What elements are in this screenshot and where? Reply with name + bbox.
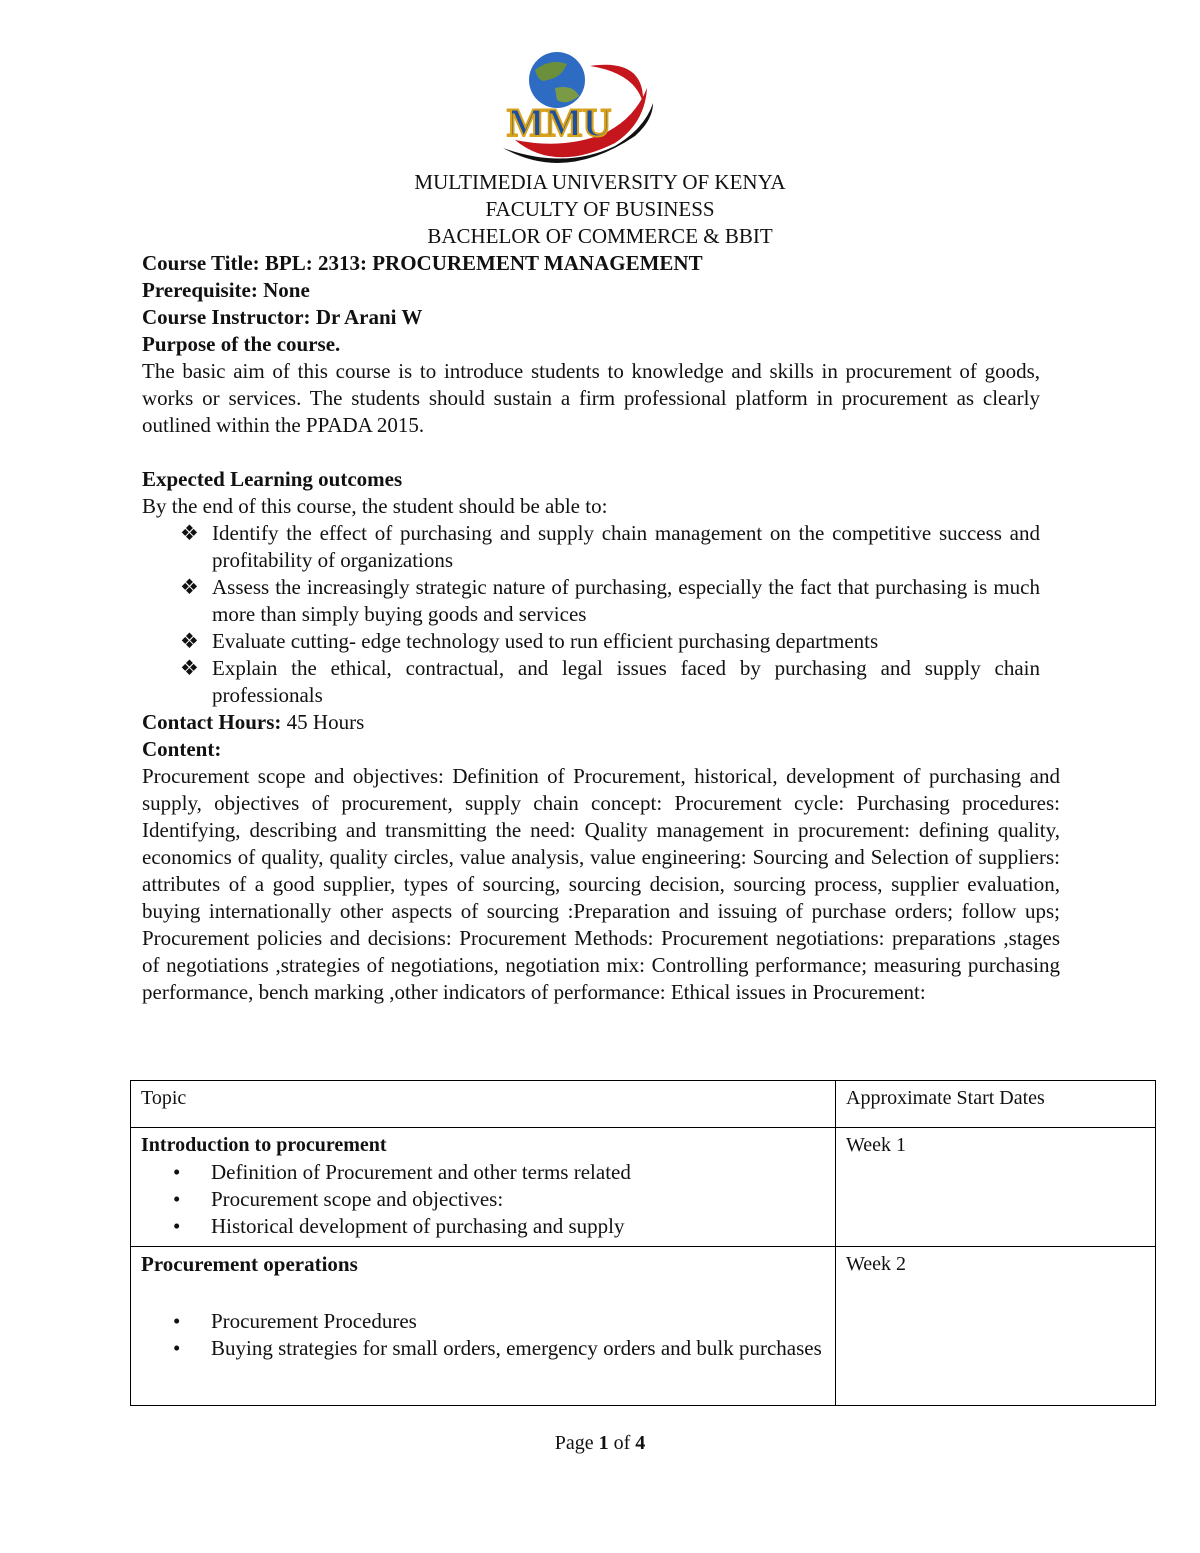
university-name: MULTIMEDIA UNIVERSITY OF KENYA xyxy=(414,170,786,194)
topic-items xyxy=(141,1308,825,1362)
topic-cell xyxy=(131,1128,836,1247)
bullet-icon: • xyxy=(173,1336,181,1360)
outcomes-intro: By the end of this course, the student should be able to: xyxy=(142,494,608,518)
bullet-icon: • xyxy=(173,1214,181,1238)
list-item: • Historical development of purchasing and supply xyxy=(173,1214,625,1238)
list-item: ❖ Evaluate cutting- edge technology used to run efficient purchasing departments xyxy=(180,629,879,653)
topics-table xyxy=(130,1080,1156,1406)
instructor-label: Course Instructor: xyxy=(142,305,311,329)
contact-hours-line xyxy=(142,709,1060,736)
list-item: ❖ Identify the effect of purchasing and supply chain management on the competitive success and profitability of organizations xyxy=(180,521,1040,572)
course-title-line xyxy=(142,250,1060,277)
content-text: Procurement scope and objectives: Definition of Procurement, historical, development of purchasing and supply, objectives of procurement, supply chain concept: Procurement cycle: Purchasing procedures: Identifying, describing and transmitting the need: Quality management in procurement: defining quality, economics of quality, quality circles, value analysis, value engineering: Sourcing and Selection of suppliers: attributes of a good supplier, types of sourcing, sourcing decision, sourcing process, supplier evaluation, buying internationally other aspects of sourcing :Preparation and issuing of purchase orders; follow ups; Procurement policies and decisions: Procurement Methods: Procurement negotiations: preparations ,stages of negotiations ,strategies of negotiations, negotiation mix: Controlling performance; measuring purchasing performance, bench marking ,other indicators of performance: Ethical issues in Procurement: xyxy=(142,764,1060,1004)
list-item: ❖ Assess the increasingly strategic nature of purchasing, especially the fact that purchasing is much more than simply buying goods and services xyxy=(180,575,1040,626)
table-row xyxy=(131,1247,1156,1406)
topic-items xyxy=(141,1159,825,1240)
prerequisite-value: None xyxy=(263,278,310,302)
table-header-row xyxy=(131,1081,1156,1128)
table-row xyxy=(131,1128,1156,1247)
contact-hours-label: Contact Hours: xyxy=(142,710,282,734)
course-info xyxy=(142,250,1060,1006)
list-item: • Definition of Procurement and other terms related xyxy=(173,1160,631,1184)
logo-text: MMU xyxy=(507,100,612,145)
list-item: • Buying strategies for small orders, emergency orders and bulk purchases xyxy=(173,1336,822,1360)
week-cell: Week 1 xyxy=(836,1128,1156,1247)
content-heading: Content: xyxy=(142,737,222,761)
bullet-icon: • xyxy=(173,1160,181,1184)
outcomes-heading: Expected Learning outcomes xyxy=(142,467,403,491)
page-number: 1 xyxy=(598,1432,609,1454)
diamond-bullet-icon: ❖ xyxy=(180,656,199,680)
mmu-logo xyxy=(495,48,655,168)
diamond-bullet-icon: ❖ xyxy=(180,575,199,599)
page-word: Page xyxy=(554,1432,594,1454)
purpose-heading: Purpose of the course. xyxy=(142,332,341,356)
instructor-line xyxy=(142,304,1060,331)
course-title-label: Course Title: xyxy=(142,251,260,275)
column-header-topic: Topic xyxy=(131,1081,836,1128)
prerequisite-label: Prerequisite: xyxy=(142,278,258,302)
page-total: 4 xyxy=(635,1432,646,1454)
column-header-dates: Approximate Start Dates xyxy=(836,1081,1156,1128)
diamond-bullet-icon: ❖ xyxy=(180,521,199,545)
faculty-name: FACULTY OF BUSINESS xyxy=(485,197,715,221)
bullet-icon: • xyxy=(173,1187,181,1211)
week-cell: Week 2 xyxy=(836,1247,1156,1406)
topic-title: Procurement operations xyxy=(141,1252,358,1276)
list-item: • Procurement scope and objectives: xyxy=(173,1187,504,1211)
programme-name: BACHELOR OF COMMERCE & BBIT xyxy=(427,224,773,248)
topic-title: Introduction to procurement xyxy=(141,1134,387,1156)
diamond-bullet-icon: ❖ xyxy=(180,629,199,653)
contact-hours-value: 45 Hours xyxy=(286,710,365,734)
bullet-icon: • xyxy=(173,1309,181,1333)
outcomes-list xyxy=(142,520,1040,709)
of-word: of xyxy=(613,1432,631,1454)
page-footer xyxy=(0,1432,1200,1455)
prerequisite-line xyxy=(142,277,1060,304)
list-item: ❖ Explain the ethical, contractual, and legal issues faced by purchasing and supply chain professionals xyxy=(180,656,1040,707)
instructor-value: Dr Arani W xyxy=(315,305,423,329)
topic-cell xyxy=(131,1247,836,1406)
list-item: • Procurement Procedures xyxy=(173,1309,417,1333)
purpose-text: The basic aim of this course is to introduce students to knowledge and skills in procurement of goods, works or services. The students should sustain a firm professional platform in procurement as clearly outlined within the PPADA 2015. xyxy=(142,359,1040,437)
course-title-value: BPL: 2313: PROCUREMENT MANAGEMENT xyxy=(264,251,703,275)
